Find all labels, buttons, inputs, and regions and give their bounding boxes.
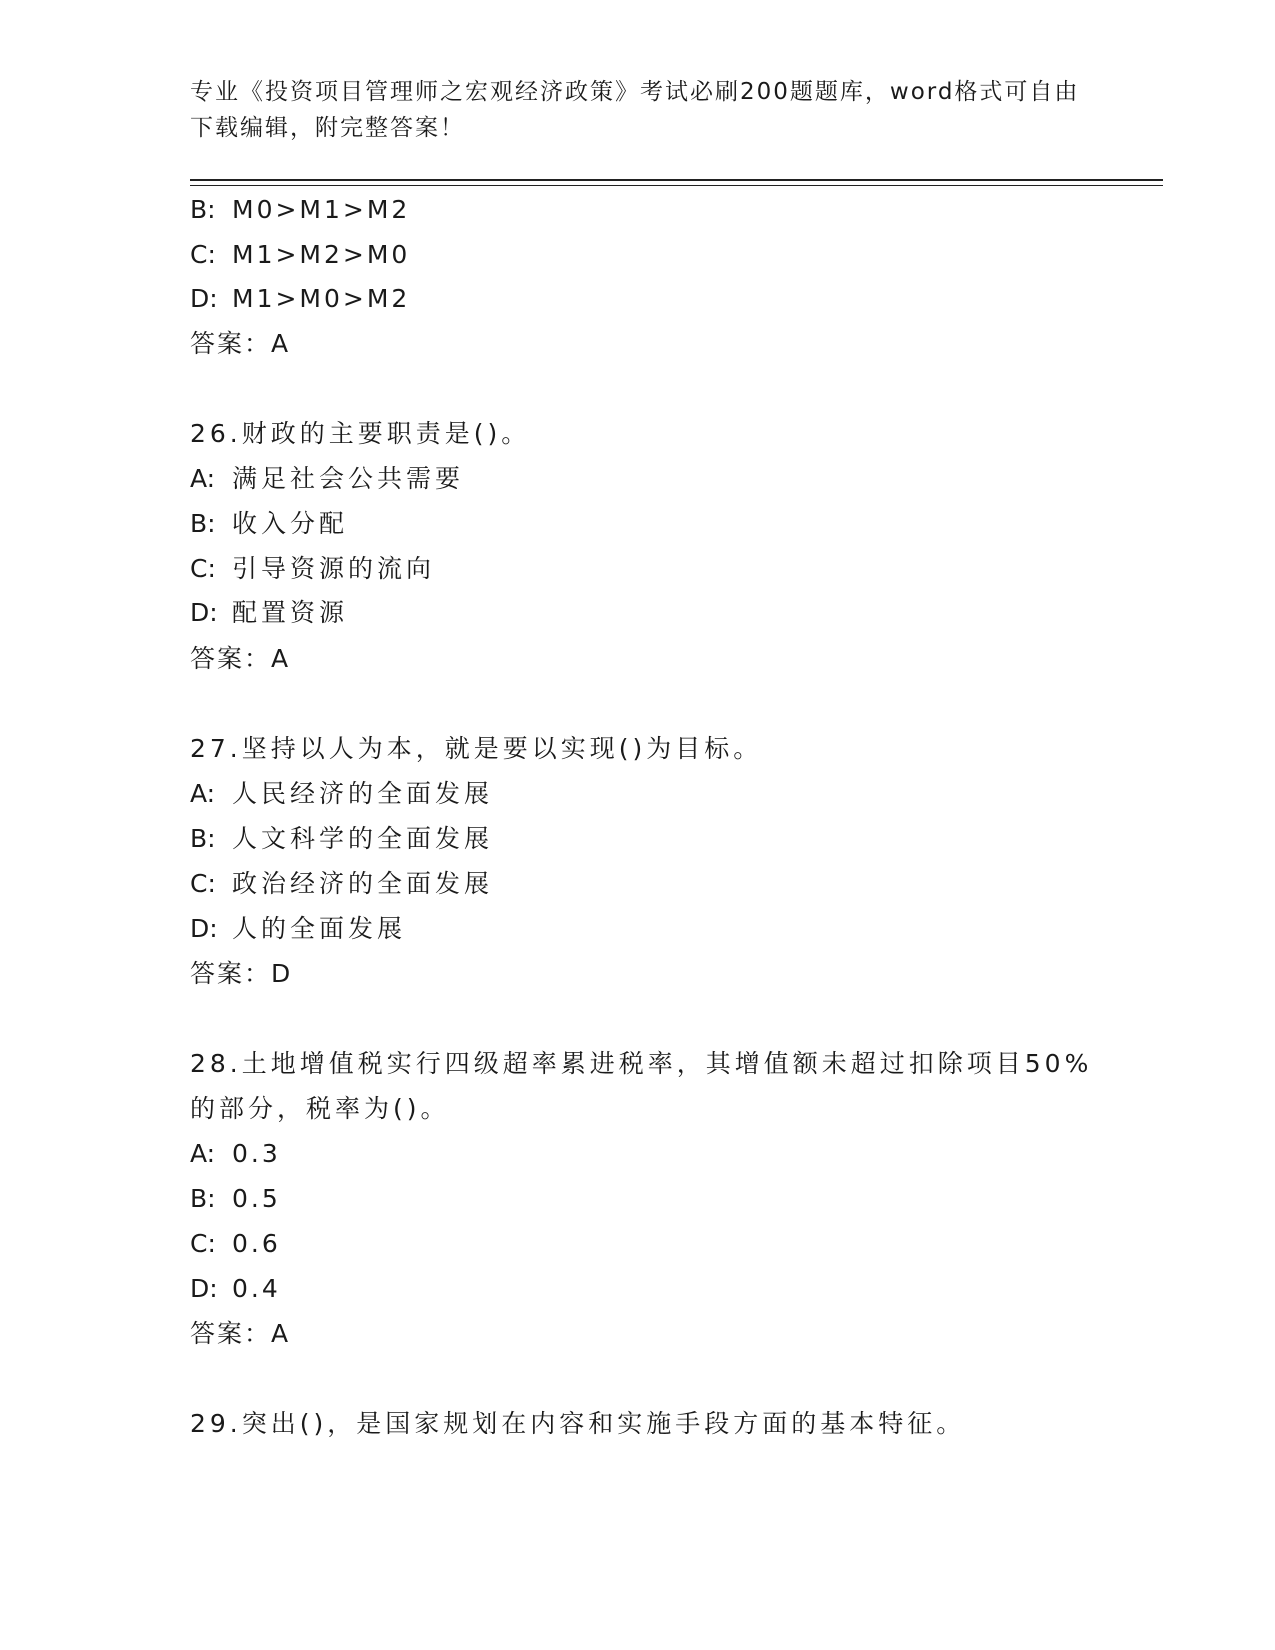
- header-line-1: 专业《投资项目管理师之宏观经济政策》考试必刷200题题库，word格式可自由: [190, 79, 1080, 105]
- option-text: 引导资源的流向: [232, 554, 436, 583]
- option-text: 满足社会公共需要: [232, 464, 465, 493]
- option-label: B:: [190, 824, 216, 853]
- q28-question-line-1: 28.土地增值税实行四级超率累进税率，其增值额未超过扣除项目50%: [190, 1049, 1093, 1078]
- option-text: M0>M1>M2: [232, 195, 411, 224]
- option-label: C:: [190, 240, 216, 269]
- option-label: D:: [190, 1274, 218, 1303]
- option-label: B:: [190, 509, 216, 538]
- q26-option-a: [190, 463, 464, 495]
- q27-option-a: [190, 778, 493, 810]
- q28-option-c: [190, 1228, 281, 1260]
- header-divider-thick: [190, 179, 1163, 181]
- option-text: 0.6: [232, 1229, 281, 1258]
- q26-option-d: [190, 597, 348, 629]
- q26-option-c: [190, 553, 435, 585]
- q29-question: 29.突出()，是国家规划在内容和实施手段方面的基本特征。: [190, 1409, 966, 1438]
- q25-option-b: [190, 194, 410, 226]
- header-line-2: 下载编辑，附完整答案！: [190, 115, 465, 141]
- q27-option-d: [190, 913, 406, 945]
- option-label: B:: [190, 1184, 216, 1213]
- option-label: A:: [190, 779, 216, 808]
- q26-answer: 答案：A: [190, 644, 291, 673]
- q27-option-c: [190, 868, 493, 900]
- document-header: [190, 74, 1090, 146]
- option-label: C:: [190, 554, 216, 583]
- option-label: A:: [190, 1139, 216, 1168]
- option-text: 0.3: [232, 1139, 281, 1168]
- q27-question: 27.坚持以人为本，就是要以实现()为目标。: [190, 734, 763, 763]
- q26-question: 26.财政的主要职责是()。: [190, 419, 531, 448]
- option-text: 人的全面发展: [232, 914, 407, 943]
- q28-option-d: [190, 1273, 281, 1305]
- option-text: 收入分配: [232, 509, 349, 538]
- header-divider-thin: [190, 185, 1163, 186]
- option-label: A:: [190, 464, 216, 493]
- q25-answer: 答案：A: [190, 329, 291, 358]
- option-text: 人民经济的全面发展: [232, 779, 494, 808]
- q28-option-a: [190, 1138, 281, 1170]
- q28-option-b: [190, 1183, 281, 1215]
- option-text: 政治经济的全面发展: [232, 869, 494, 898]
- option-text: 配置资源: [232, 598, 349, 627]
- option-text: 0.5: [232, 1184, 281, 1213]
- q25-option-c: [190, 239, 410, 271]
- q28-answer: 答案：A: [190, 1319, 291, 1348]
- option-text: M1>M0>M2: [232, 284, 411, 313]
- q28-question-line-2: 的部分，税率为()。: [190, 1094, 450, 1123]
- option-text: 0.4: [232, 1274, 281, 1303]
- option-label: C:: [190, 869, 216, 898]
- q25-option-d: [190, 283, 410, 315]
- option-text: 人文科学的全面发展: [232, 824, 494, 853]
- q26-option-b: [190, 508, 348, 540]
- option-label: D:: [190, 598, 218, 627]
- option-label: D:: [190, 284, 218, 313]
- q27-option-b: [190, 823, 493, 855]
- q27-answer: 答案：D: [190, 959, 293, 988]
- option-label: B:: [190, 195, 216, 224]
- option-label: C:: [190, 1229, 216, 1258]
- option-label: D:: [190, 914, 218, 943]
- option-text: M1>M2>M0: [232, 240, 411, 269]
